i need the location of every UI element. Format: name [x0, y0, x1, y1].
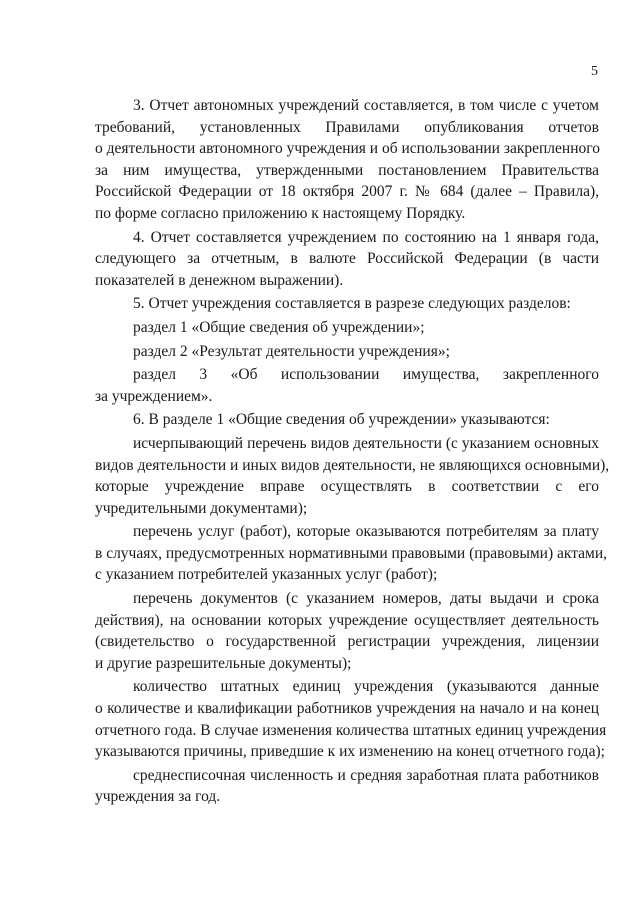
text-line: перечень услуг (работ), которые оказываются потребителям за плату [133, 523, 599, 541]
paragraph [95, 364, 599, 407]
text-line: Российской Федерации от 18 октября 2007 г. № 684 (далее – Правила), [95, 183, 599, 201]
text-line: раздел 3 «Об использовании имущества, закрепленного [133, 366, 599, 384]
text-line: в случаях, предусмотренных нормативными правовыми (правовыми) актами, [95, 544, 608, 562]
text-line: указываются причины, приведшие к их изменению на конец отчетного года); [95, 743, 605, 761]
page-number: 5 [591, 64, 598, 79]
text-line: учредительными документами); [95, 499, 308, 517]
text-line: показателей в денежном выражении). [95, 271, 344, 289]
text-line: по форме согласно приложению к настоящему Порядку. [95, 204, 466, 222]
text-line: 3. Отчет автономных учреждений составляется, в том числе с учетом [133, 97, 599, 114]
document-body [95, 95, 610, 810]
paragraph [95, 433, 610, 519]
text-line: 6. В разделе 1 «Общие сведения об учреждении» указываются: [133, 411, 550, 429]
text-line: видов деятельности и иных видов деятельности, не являющихся основными), [95, 456, 610, 474]
text-line: 5. Отчет учреждения составляется в разрезе следующих разделов: [133, 295, 571, 313]
text-line: с указанием потребителей указанных услуг (работ); [95, 566, 438, 584]
text-line: перечень документов (с указанием номеров, даты выдачи и срока [133, 590, 599, 608]
text-line: о деятельности автономного учреждения и об использовании закрепленного [95, 140, 600, 158]
paragraph [95, 227, 599, 292]
text-line: требований, установленных Правилами опубликования отчетов [95, 118, 599, 136]
text-line: раздел 2 «Результат деятельности учреждения»; [133, 342, 450, 360]
text-line: и другие разрешительные документы); [95, 654, 352, 672]
text-line: учреждения за год. [95, 788, 221, 806]
text-line: действия), на основании которых учреждение осуществляет деятельность [95, 611, 599, 629]
text-line: исчерпывающий перечень видов деятельности (с указанием основных [133, 434, 599, 452]
text-line: среднесписочная численность и средняя заработная плата работников [133, 766, 599, 784]
text-line: отчетного года. В случае изменения количества штатных единиц учреждения [95, 721, 607, 739]
paragraph [95, 676, 607, 762]
text-line: (свидетельство о государственной регистрации учреждения, лицензии [95, 633, 599, 651]
paragraph [95, 588, 599, 674]
text-line: 4. Отчет составляется учреждением по состоянию на 1 января года, [133, 228, 599, 246]
text-line: которые учреждение вправе осуществлять в соответствии с его [95, 478, 599, 496]
text-line: раздел 1 «Общие сведения об учреждении»; [133, 318, 425, 336]
text-line: следующего за отчетным, в валюте Российской Федерации (в части [95, 250, 599, 268]
paragraph [95, 95, 599, 225]
paragraph [95, 293, 599, 315]
paragraph [95, 521, 608, 586]
paragraph [95, 765, 599, 808]
paragraph [95, 317, 599, 339]
paragraph [95, 341, 599, 363]
text-line: количество штатных единиц учреждения (указываются данные [133, 678, 599, 696]
text-line: за учреждением». [95, 387, 213, 405]
paragraph [95, 409, 599, 431]
text-line: за ним имущества, утвержденными постановлением Правительства [95, 161, 599, 179]
text-line: о количестве и квалификации работников учреждения на начало и на конец [95, 700, 599, 718]
